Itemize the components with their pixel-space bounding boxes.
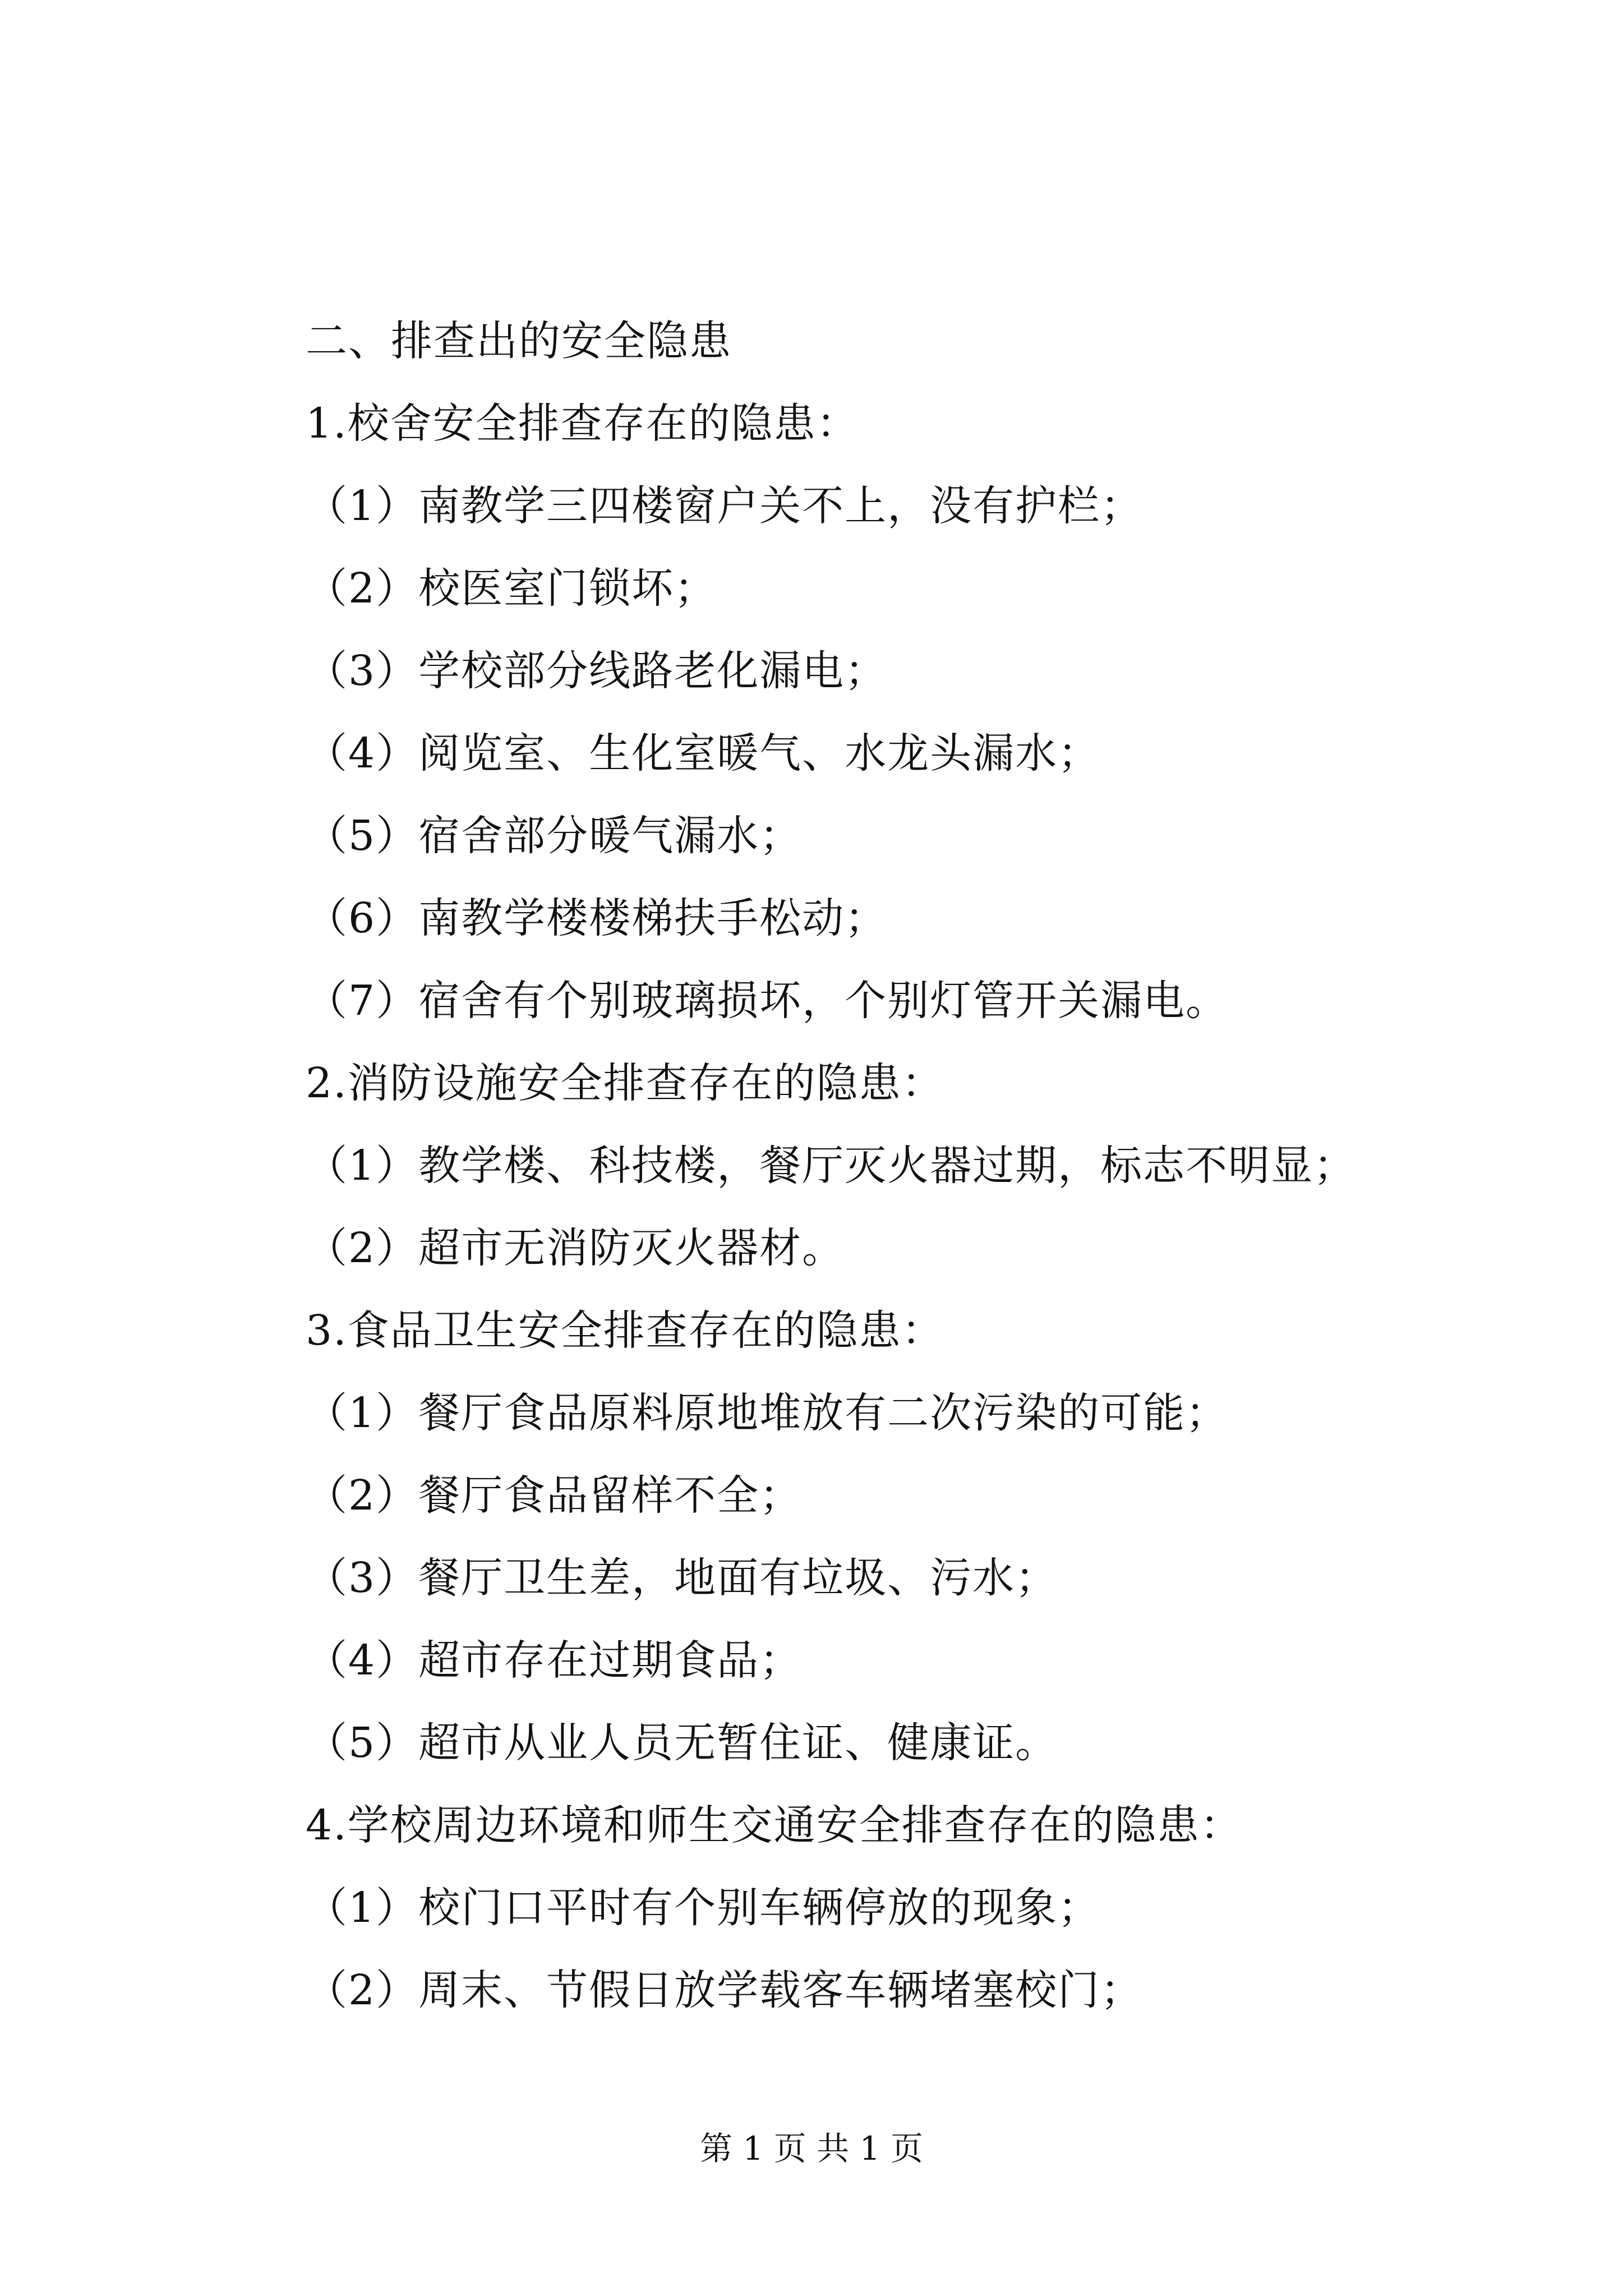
list-item: （5）超市从业人员无暂住证、健康证。 bbox=[306, 1719, 1058, 1767]
list-item: （2）超市无消防灭火器材。 bbox=[306, 1224, 845, 1272]
subsection-heading-food-hygiene: 3.食品卫生安全排查存在的隐患： bbox=[306, 1306, 944, 1355]
section-heading: 二、排查出的安全隐患 bbox=[306, 317, 732, 365]
list-item: （1）教学楼、科技楼，餐厅灭火器过期，标志不明显； bbox=[306, 1142, 1357, 1190]
list-item: （4）阅览室、生化室暖气、水龙头漏水； bbox=[306, 729, 1101, 777]
list-item: （1）校门口平时有个别车辆停放的现象； bbox=[306, 1884, 1101, 1932]
list-item: （6）南教学楼楼梯扶手松动； bbox=[306, 894, 888, 942]
list-item: （3）餐厅卫生差，地面有垃圾、污水； bbox=[306, 1554, 1058, 1602]
list-item: （1）餐厅食品原料原地堆放有二次污染的可能； bbox=[306, 1389, 1229, 1437]
subsection-heading-school-buildings: 1.校舍安全排查存在的隐患： bbox=[306, 399, 859, 448]
page-footer: 第 1 页 共 1 页 bbox=[700, 2129, 923, 2168]
list-item: （2）周末、节假日放学载客车辆堵塞校门； bbox=[306, 1966, 1144, 2014]
list-item: （5）宿舍部分暖气漏水； bbox=[306, 812, 803, 860]
list-item: （2）餐厅食品留样不全； bbox=[306, 1471, 803, 1520]
list-item: （1）南教学三四楼窗户关不上，没有护栏； bbox=[306, 482, 1144, 530]
document-body bbox=[306, 300, 1427, 2032]
subsection-heading-traffic-environment: 4.学校周边环境和师生交通安全排查存在的隐患： bbox=[306, 1801, 1243, 1849]
list-item: （2）校医室门锁坏； bbox=[306, 564, 717, 613]
list-item: （4）超市存在过期食品； bbox=[306, 1636, 803, 1685]
list-item: （3）学校部分线路老化漏电； bbox=[306, 647, 888, 695]
list-item: （7）宿舍有个别玻璃损坏，个别灯管开关漏电。 bbox=[306, 977, 1229, 1025]
subsection-heading-fire-safety: 2.消防设施安全排查存在的隐患： bbox=[306, 1059, 944, 1107]
